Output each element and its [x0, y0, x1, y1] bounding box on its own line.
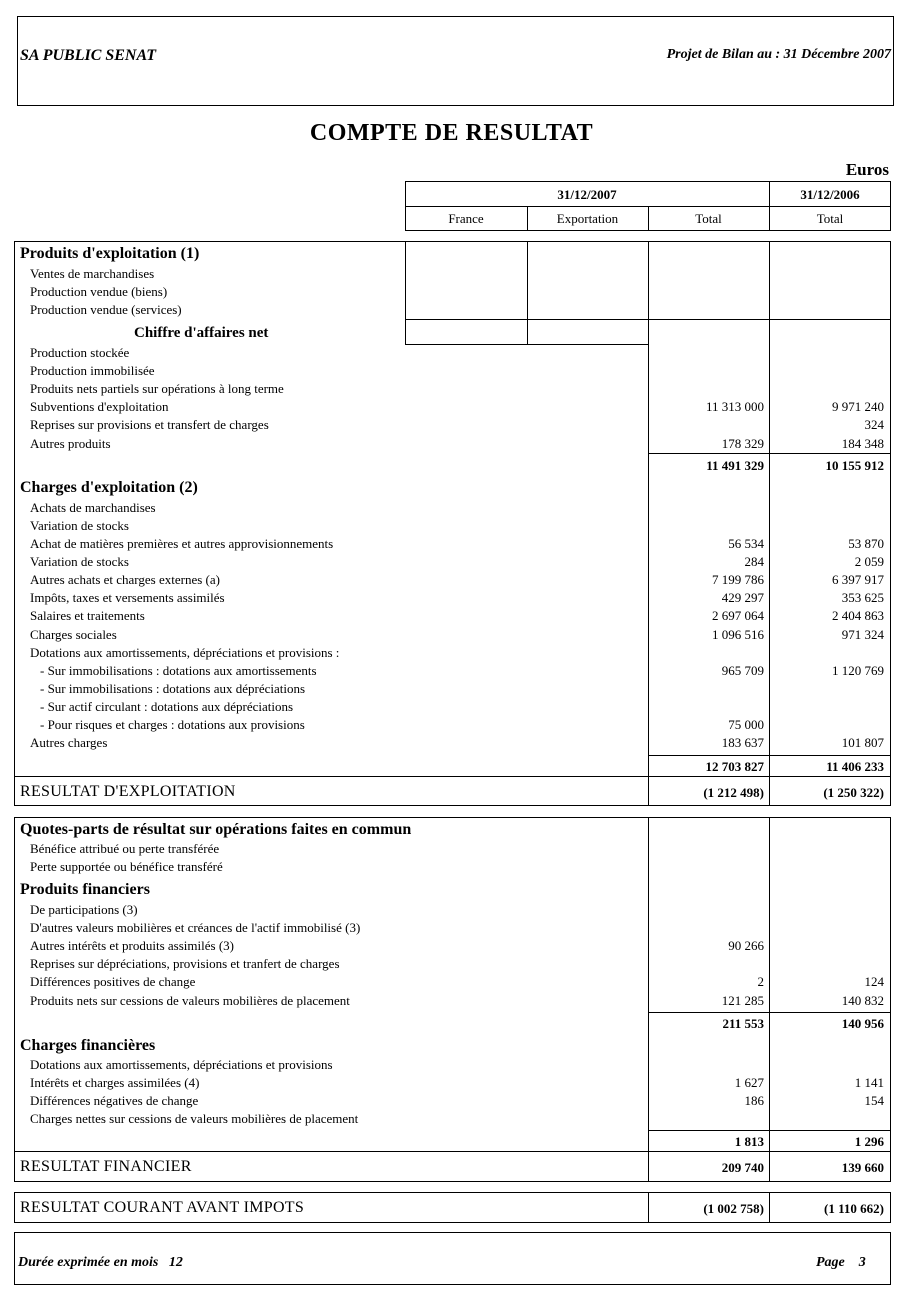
value-2007: 90 266 — [728, 938, 764, 953]
value-2007: 284 — [744, 554, 764, 569]
table-row-label: - Sur immobilisations : dotations aux dépréciations — [40, 681, 306, 696]
value-2006: 1 141 — [854, 1075, 884, 1090]
joint-operations-heading: Quotes-parts de résultat sur opérations faites en commun — [20, 821, 412, 838]
duration-label: Durée exprimée en mois — [18, 1255, 159, 1270]
value-2006: 6 397 917 — [832, 572, 884, 587]
table-row-label: Impôts, taxes et versements assimilés — [30, 590, 225, 605]
financial-income-total-2007: 211 553 — [722, 1016, 764, 1031]
value-2007: 429 297 — [721, 590, 764, 605]
value-2006: 140 832 — [841, 993, 884, 1008]
table-row-label: De participations (3) — [30, 902, 138, 917]
value-2006: 9 971 240 — [832, 399, 884, 414]
value-2006: 154 — [864, 1093, 884, 1108]
table-row-label: Reprises sur provisions et transfert de charges — [30, 417, 269, 432]
value-2007: 1 096 516 — [712, 627, 764, 642]
value-2007: 183 637 — [721, 735, 764, 750]
sales-row: Production vendue (services) — [30, 302, 182, 317]
value-2007: 75 000 — [728, 717, 764, 732]
total-previous-header: Total — [816, 211, 844, 226]
value-2007: 56 534 — [728, 536, 764, 551]
value-2006: 184 348 — [841, 436, 884, 451]
table-row-label: Reprises sur dépréciations, provisions et tranfert de charges — [30, 956, 340, 971]
pretax-result-label: RESULTAT COURANT AVANT IMPOTS — [20, 1199, 305, 1216]
operating-income-heading: Produits d'exploitation (1) — [20, 245, 200, 262]
operating-expenses-total-2006: 11 406 233 — [826, 759, 884, 774]
table-row-label: Variation de stocks — [30, 554, 129, 569]
table-row-label: Perte supportée ou bénéfice transféré — [30, 859, 223, 874]
company-name: SA PUBLIC SENAT — [20, 47, 157, 64]
financial-expenses-total-2006: 1 296 — [854, 1134, 884, 1149]
value-2007: 1 627 — [734, 1075, 764, 1090]
table-row-label: - Pour risques et charges : dotations aux provisions — [40, 717, 305, 732]
page-title: COMPTE DE RESULTAT — [309, 120, 594, 146]
page-number: 3 — [858, 1255, 866, 1270]
value-2006: 2 059 — [854, 554, 884, 569]
table-row-label: - Sur immobilisations : dotations aux amortissements — [40, 663, 317, 678]
financial-income-heading: Produits financiers — [20, 881, 150, 898]
value-2007: 2 697 064 — [712, 608, 764, 623]
value-2006: 971 324 — [841, 627, 884, 642]
table-row-label: Dotations aux amortissements, dépréciations et provisions — [30, 1057, 333, 1072]
sales-row: Ventes de marchandises — [30, 266, 155, 281]
period-previous-header: 31/12/2006 — [800, 187, 860, 202]
period-current-header: 31/12/2007 — [557, 187, 617, 202]
sales-row: Production vendue (biens) — [30, 284, 168, 299]
table-row-label: Variation de stocks — [30, 518, 129, 533]
operating-result-2006: (1 250 322) — [823, 785, 884, 800]
table-row-label: Salaires et traitements — [30, 608, 145, 623]
table-row-label: Intérêts et charges assimilées (4) — [30, 1075, 200, 1090]
operating-result-label: RESULTAT D'EXPLOITATION — [20, 783, 236, 800]
currency-label: Euros — [845, 160, 889, 179]
net-revenue-label: Chiffre d'affaires net — [134, 325, 269, 341]
operating-result-2007: (1 212 498) — [703, 785, 764, 800]
table-row-label: Différences positives de change — [30, 974, 196, 989]
financial-result-label: RESULTAT FINANCIER — [20, 1158, 192, 1175]
value-2007: 7 199 786 — [712, 572, 764, 587]
table-row-label: Autres intérêts et produits assimilés (3) — [30, 938, 234, 953]
value-2007: 186 — [744, 1093, 764, 1108]
pretax-result-2006: (1 110 662) — [824, 1201, 884, 1216]
value-2007: 11 313 000 — [705, 399, 764, 414]
value-2006: 1 120 769 — [832, 663, 884, 678]
operating-income-total-2006: 10 155 912 — [825, 458, 884, 473]
duration-info — [18, 1255, 183, 1271]
table-row-label: Produits nets sur cessions de valeurs mobilières de placement — [30, 993, 350, 1008]
financial-expenses-heading: Charges financières — [20, 1037, 156, 1054]
table-row-label: Autres charges — [30, 735, 108, 750]
financial-income-total-2006: 140 956 — [841, 1016, 884, 1031]
table-row-label: - Sur actif circulant : dotations aux dépréciations — [40, 699, 294, 714]
table-row-label: Dotations aux amortissements, dépréciations et provisions : — [30, 645, 340, 660]
value-2006: 124 — [864, 974, 884, 989]
table-row-label: Production immobilisée — [30, 363, 155, 378]
operating-expenses-heading: Charges d'exploitation (2) — [20, 479, 198, 496]
table-row-label: Production stockée — [30, 345, 130, 360]
duration-value: 12 — [168, 1255, 183, 1270]
table-row-label: Bénéfice attribué ou perte transférée — [30, 841, 220, 856]
exportation-header: Exportation — [556, 211, 619, 226]
value-2006: 53 870 — [848, 536, 884, 551]
value-2007: 121 285 — [721, 993, 764, 1008]
value-2006: 353 625 — [841, 590, 884, 605]
page-indicator — [816, 1255, 866, 1271]
value-2006: 324 — [864, 417, 884, 432]
financial-result-2007: 209 740 — [721, 1160, 764, 1175]
operating-expenses-total-2007: 12 703 827 — [705, 759, 764, 774]
table-row-label: Subventions d'exploitation — [30, 399, 169, 414]
project-label: Projet de Bilan au : 31 Décembre 2007 — [666, 47, 891, 62]
table-row-label: Achats de marchandises — [30, 500, 156, 515]
table-row-label: Charges sociales — [30, 627, 117, 642]
table-row-label: Autres produits — [30, 436, 111, 451]
financial-expenses-total-2007: 1 813 — [734, 1134, 764, 1149]
value-2007: 178 329 — [721, 436, 764, 451]
table-row-label: Achat de matières premières et autres approvisionnements — [30, 536, 334, 551]
table-row-label: Produits nets partiels sur opérations à long terme — [30, 381, 284, 396]
france-header: France — [448, 211, 484, 226]
total-current-header: Total — [695, 211, 722, 226]
page-label: Page — [816, 1255, 845, 1270]
operating-income-total-2007: 11 491 329 — [706, 458, 764, 473]
value-2006: 2 404 863 — [832, 608, 884, 623]
pretax-result-2007: (1 002 758) — [703, 1201, 764, 1216]
value-2007: 965 709 — [721, 663, 764, 678]
value-2006: 101 807 — [841, 735, 884, 750]
table-row-label: Autres achats et charges externes (a) — [30, 572, 220, 587]
value-2007: 2 — [757, 974, 764, 989]
table-row-label: Charges nettes sur cessions de valeurs mobilières de placement — [30, 1111, 359, 1126]
table-row-label: Différences négatives de change — [30, 1093, 199, 1108]
financial-result-2006: 139 660 — [841, 1160, 884, 1175]
table-row-label: D'autres valeurs mobilières et créances de l'actif immobilisé (3) — [30, 920, 361, 935]
